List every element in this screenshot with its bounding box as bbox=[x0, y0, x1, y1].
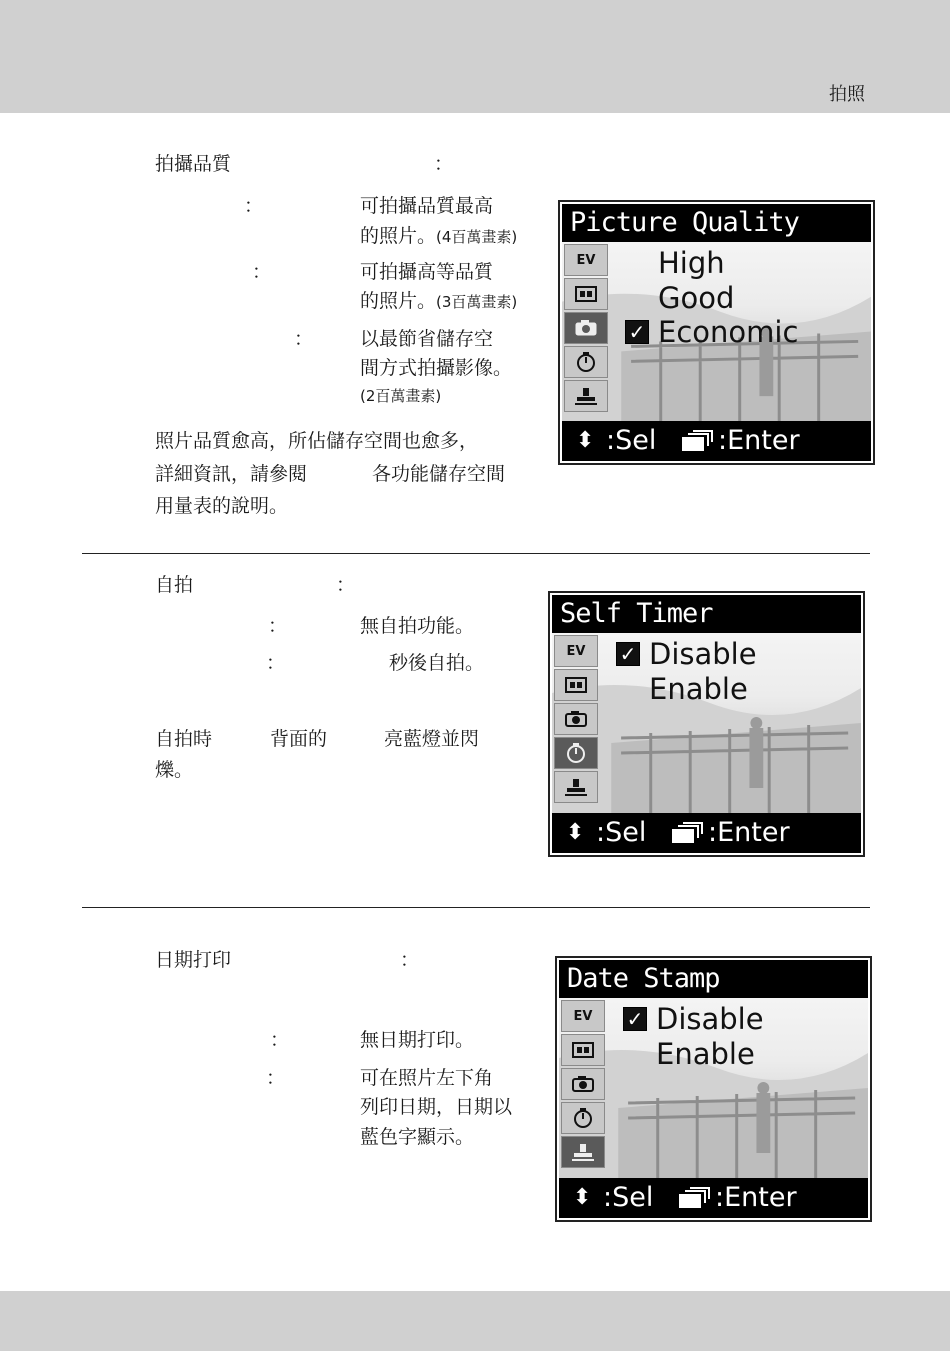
option-disable[interactable]: Disable bbox=[649, 637, 757, 671]
screen-title: Self Timer bbox=[552, 595, 861, 633]
tab-self-timer[interactable] bbox=[564, 346, 608, 378]
tab-date-stamp[interactable] bbox=[564, 380, 608, 412]
date-stamp-icon bbox=[573, 385, 599, 407]
option-enable[interactable]: Enable bbox=[649, 672, 748, 706]
option-enable[interactable]: Enable bbox=[656, 1037, 755, 1071]
screen-body bbox=[562, 242, 871, 421]
tab-white-balance[interactable] bbox=[564, 278, 608, 310]
white-balance-icon bbox=[570, 1040, 596, 1060]
tab-column bbox=[552, 633, 604, 805]
footer-band bbox=[0, 1291, 950, 1351]
screen-control-bar bbox=[562, 421, 871, 461]
option-economic[interactable]: Economic bbox=[658, 315, 799, 349]
checkbox-checked-icon: ✓ bbox=[623, 1007, 647, 1031]
tab-white-balance[interactable] bbox=[561, 1034, 605, 1066]
item-note: (2百萬畫素) bbox=[360, 387, 442, 405]
self-timer-icon bbox=[573, 351, 599, 373]
up-down-arrow-icon: ⬍ bbox=[576, 428, 595, 453]
white-balance-icon bbox=[573, 284, 599, 304]
item-colon: ： bbox=[270, 1029, 290, 1051]
tab-date-stamp[interactable] bbox=[561, 1136, 605, 1168]
checkbox-checked-icon: ✓ bbox=[616, 642, 640, 666]
enter-icon bbox=[670, 821, 704, 845]
item-desc: 無日期打印。 bbox=[360, 1029, 475, 1051]
date-stamp-icon bbox=[563, 776, 589, 798]
paragraph-line: 亮藍燈並閃 bbox=[384, 728, 480, 750]
checkbox-checked-icon: ✓ bbox=[625, 320, 649, 344]
section-heading-self-timer: 自拍 bbox=[155, 574, 194, 596]
tab-quality[interactable] bbox=[561, 1068, 605, 1100]
tab-ev[interactable] bbox=[554, 635, 598, 667]
sel-label: :Sel bbox=[596, 817, 647, 848]
camera-screen-self-timer bbox=[548, 591, 865, 857]
paragraph-line: 詳細資訊，請參閱 bbox=[155, 463, 308, 485]
camera-screen-quality bbox=[558, 200, 875, 465]
section-divider bbox=[82, 907, 870, 908]
screen-title: Picture Quality bbox=[562, 204, 871, 242]
ev-icon: EV bbox=[576, 252, 596, 268]
enter-label: :Enter bbox=[715, 1182, 797, 1213]
tab-white-balance[interactable] bbox=[554, 669, 598, 701]
up-down-arrow-icon: ⬍ bbox=[573, 1185, 592, 1210]
item-desc: 可拍攝高等品質 bbox=[360, 261, 494, 283]
item-desc: 間方式拍攝影像。 bbox=[360, 357, 513, 379]
tab-column bbox=[562, 242, 614, 414]
sel-label: :Sel bbox=[606, 425, 657, 456]
paragraph-line: 各功能儲存空間 bbox=[372, 463, 506, 485]
quality-camera-icon bbox=[570, 1074, 596, 1094]
item-desc: 可在照片左下角 bbox=[360, 1067, 494, 1089]
item-desc: 的照片。(3百萬畫素) bbox=[360, 290, 518, 312]
item-colon: ： bbox=[244, 195, 264, 217]
heading-colon: ： bbox=[434, 153, 454, 175]
enter-label: :Enter bbox=[708, 817, 790, 848]
tab-self-timer[interactable] bbox=[554, 737, 598, 769]
heading-colon: ： bbox=[336, 574, 356, 596]
enter-icon bbox=[677, 1186, 711, 1210]
self-timer-icon bbox=[563, 742, 589, 764]
item-desc: 藍色字顯示。 bbox=[360, 1126, 475, 1148]
section-divider bbox=[82, 553, 870, 554]
tab-quality[interactable] bbox=[554, 703, 598, 735]
tab-self-timer[interactable] bbox=[561, 1102, 605, 1134]
tab-ev[interactable] bbox=[564, 244, 608, 276]
item-colon: ： bbox=[266, 1067, 286, 1089]
section-heading-date-stamp: 日期打印 bbox=[155, 949, 232, 971]
item-colon: ： bbox=[252, 261, 272, 283]
screen-control-bar bbox=[552, 813, 861, 853]
section-heading-quality: 拍攝品質 bbox=[155, 153, 232, 175]
item-desc: 列印日期，日期以 bbox=[360, 1096, 513, 1118]
quality-camera-icon bbox=[563, 709, 589, 729]
self-timer-icon bbox=[570, 1107, 596, 1129]
ev-icon: EV bbox=[566, 643, 586, 659]
paragraph-line: 照片品質愈高，所佔儲存空間也愈多， bbox=[155, 430, 479, 452]
heading-colon: ： bbox=[400, 949, 420, 971]
camera-screen-date-stamp bbox=[555, 956, 872, 1222]
option-high[interactable]: High bbox=[658, 246, 725, 280]
option-good[interactable]: Good bbox=[658, 281, 735, 315]
paragraph-line: 用量表的說明。 bbox=[155, 495, 289, 517]
ev-icon: EV bbox=[573, 1008, 593, 1024]
option-disable[interactable]: Disable bbox=[656, 1002, 764, 1036]
sel-label: :Sel bbox=[603, 1182, 654, 1213]
item-desc: 的照片。(4百萬畫素) bbox=[360, 225, 518, 247]
item-desc: 無自拍功能。 bbox=[360, 615, 475, 637]
white-balance-icon bbox=[563, 675, 589, 695]
page-label: 拍照 bbox=[829, 84, 865, 105]
header-band bbox=[0, 0, 950, 113]
quality-camera-icon bbox=[573, 318, 599, 338]
enter-icon bbox=[680, 429, 714, 453]
item-note: (3百萬畫素) bbox=[436, 293, 518, 311]
item-desc: 秒後自拍。 bbox=[389, 652, 485, 674]
screen-title: Date Stamp bbox=[559, 960, 868, 998]
tab-ev[interactable] bbox=[561, 1000, 605, 1032]
item-colon: ： bbox=[268, 615, 288, 637]
item-note: (4百萬畫素) bbox=[436, 228, 518, 246]
up-down-arrow-icon: ⬍ bbox=[566, 820, 585, 845]
tab-column bbox=[559, 998, 611, 1170]
paragraph-line: 自拍時 bbox=[155, 728, 213, 750]
paragraph-line: 爍。 bbox=[155, 759, 194, 781]
item-desc: 以最節省儲存空 bbox=[360, 328, 494, 350]
item-desc: 可拍攝品質最高 bbox=[360, 195, 494, 217]
tab-quality[interactable] bbox=[564, 312, 608, 344]
item-colon: ： bbox=[266, 652, 286, 674]
date-stamp-icon bbox=[570, 1141, 596, 1163]
enter-label: :Enter bbox=[718, 425, 800, 456]
tab-date-stamp[interactable] bbox=[554, 771, 598, 803]
item-colon: ： bbox=[294, 328, 314, 350]
paragraph-line: 背面的 bbox=[270, 728, 328, 750]
screen-control-bar bbox=[559, 1178, 868, 1218]
screen-body bbox=[559, 998, 868, 1178]
screen-body bbox=[552, 633, 861, 813]
